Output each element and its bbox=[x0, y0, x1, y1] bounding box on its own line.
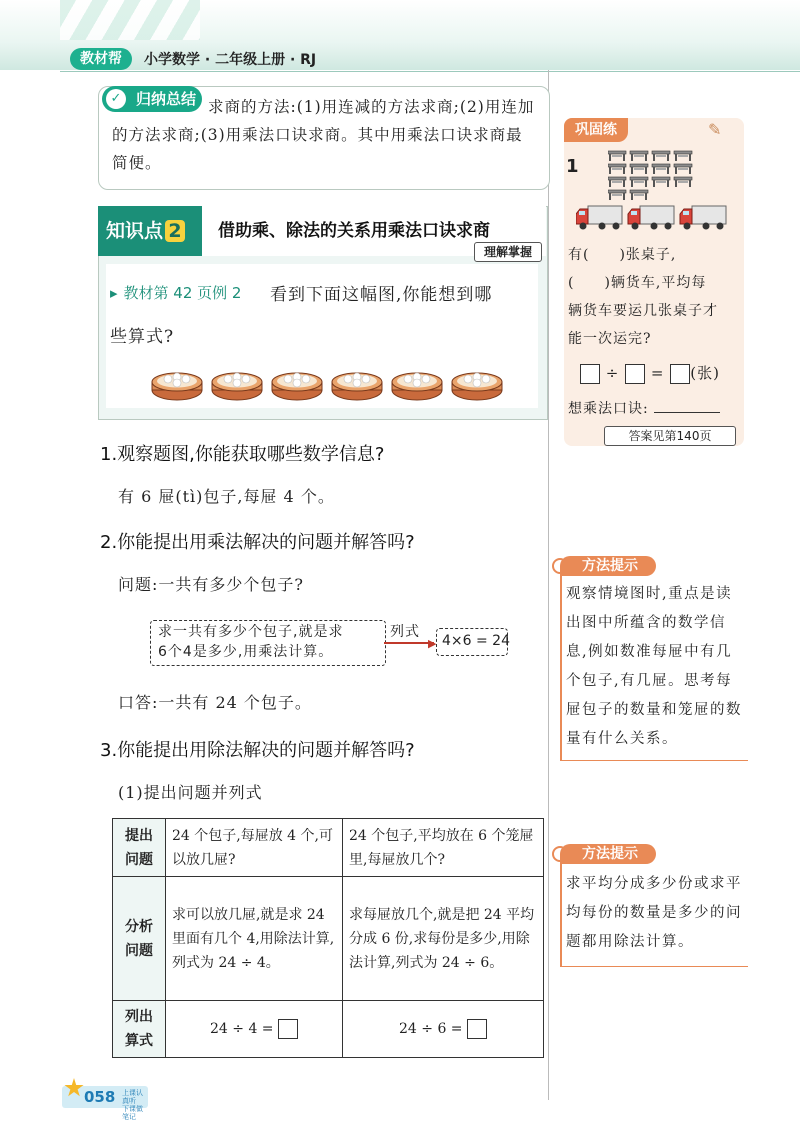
answer-1: 有 6 屉(tì)包子,每屉 4 个。 bbox=[118, 487, 335, 506]
summary-tag-label: 归纳总结 bbox=[135, 90, 196, 108]
desk-icon bbox=[674, 151, 692, 161]
arrow-right-icon: ▶ bbox=[428, 637, 437, 650]
steamer-icon bbox=[150, 366, 204, 402]
textbook-reference: ▸ 教材第 42 页例 2 bbox=[110, 282, 241, 303]
question-3: 3.你能提出用除法解决的问题并解答吗? bbox=[100, 740, 415, 761]
table-cell: 24 个包子,平均放在 6 个笼屉里,每屉放几个? bbox=[343, 819, 544, 877]
reasoning-line2: 6个4是多少,用乘法计算。 bbox=[158, 644, 334, 660]
tip-text: 求平均分成多少份或求平均每份的数量是多少的问题都用除法计算。 bbox=[566, 876, 742, 950]
practice-line4: 能一次运完? bbox=[568, 331, 652, 347]
desk-icon bbox=[674, 177, 692, 187]
question-3-subtitle: (1)提出问题并列式 bbox=[118, 783, 263, 802]
arrow-line bbox=[384, 642, 434, 644]
book-title: 小学数学 · 二年级上册 · RJ bbox=[144, 52, 317, 68]
table-row bbox=[113, 877, 544, 1001]
desk-icon bbox=[608, 190, 626, 200]
answer-2: 口答:一共有 24 个包子。 bbox=[118, 693, 312, 712]
tip-tag: 方法提示 bbox=[560, 556, 656, 576]
practice-number: 1 bbox=[566, 156, 579, 177]
desk-icon bbox=[630, 177, 648, 187]
example-question-line1: 看到下面这幅图,你能想到哪 bbox=[270, 285, 493, 305]
reasoning-line1: 求一共有多少个包子,就是求 bbox=[158, 624, 344, 640]
knowledge-point-tag-label: 知识点 bbox=[106, 220, 164, 242]
row-header: 分析 问题 bbox=[113, 877, 166, 1001]
column-divider bbox=[548, 70, 549, 1100]
answer-blank[interactable] bbox=[670, 364, 690, 384]
practice-equation: ÷ = (张) bbox=[580, 362, 720, 384]
desks-illustration bbox=[608, 150, 704, 206]
steamer-icon bbox=[210, 366, 264, 402]
desk-icon bbox=[630, 164, 648, 174]
pencil-icon: ✎ bbox=[708, 120, 722, 139]
row-header: 提出 问题 bbox=[113, 819, 166, 877]
table-row bbox=[113, 819, 544, 877]
steamer-icon bbox=[390, 366, 444, 402]
analysis-table bbox=[112, 818, 544, 1058]
answer-line[interactable] bbox=[654, 412, 720, 413]
formula-label: 列式 bbox=[390, 624, 420, 640]
table-row bbox=[113, 1001, 544, 1058]
table-cell: 24 ÷ 4 = bbox=[166, 1001, 343, 1058]
question-1: 1.观察题图,你能获取哪些数学信息? bbox=[100, 444, 385, 465]
question-2: 2.你能提出用乘法解决的问题并解答吗? bbox=[100, 532, 415, 553]
desk-icon bbox=[630, 151, 648, 161]
practice-line6: 想乘法口诀: bbox=[568, 401, 649, 417]
knowledge-point-title: 借助乘、除法的关系用乘法口诀求商 bbox=[218, 221, 490, 241]
desk-icon bbox=[608, 164, 626, 174]
header-divider bbox=[60, 71, 800, 72]
truck-icon bbox=[628, 206, 674, 230]
example-question-line2: 些算式? bbox=[110, 327, 175, 347]
desk-icon bbox=[608, 151, 626, 161]
answer-reference: 答案见第140页 bbox=[604, 426, 736, 446]
check-icon: ✓ bbox=[106, 89, 126, 109]
knowledge-point-level-badge: 理解掌握 bbox=[474, 242, 542, 262]
desk-icon bbox=[630, 190, 648, 200]
desk-icon bbox=[674, 164, 692, 174]
question-2-problem: 问题:一共有多少个包子? bbox=[118, 575, 304, 594]
practice-line2: ( )辆货车,平均每 bbox=[568, 275, 707, 291]
answer-blank[interactable] bbox=[467, 1019, 487, 1039]
knowledge-point-tag bbox=[98, 206, 202, 256]
desk-icon bbox=[652, 164, 670, 174]
desk-icon bbox=[652, 177, 670, 187]
row-header: 列出 算式 bbox=[113, 1001, 166, 1058]
brand-label: 教材帮 bbox=[70, 48, 132, 70]
tip-tag: 方法提示 bbox=[560, 844, 656, 864]
trucks-illustration bbox=[576, 204, 736, 232]
truck-icon bbox=[680, 206, 726, 230]
table-cell: 求每屉放几个,就是把 24 平均分成 6 份,求每份是多少,用除法计算,列式为 24 ÷ 6。 bbox=[343, 877, 544, 1001]
steamer-icon bbox=[270, 366, 324, 402]
star-icon bbox=[64, 1078, 84, 1098]
table-cell: 24 ÷ 6 = bbox=[343, 1001, 544, 1058]
table-cell: 求可以放几屉,就是求 24 里面有几个 4,用除法计算,列式为 24 ÷ 4。 bbox=[166, 877, 343, 1001]
desk-icon bbox=[652, 151, 670, 161]
page-number: 058 bbox=[84, 1088, 116, 1106]
summary-text: 求商的方法:(1)用连减的方法求商;(2)用连加的方法求商;(3)用乘法口诀求商。其中用乘法口诀求商最简便。 bbox=[112, 98, 535, 172]
footer-note: 上课认真听 下课做笔记 bbox=[122, 1089, 143, 1121]
answer-blank[interactable] bbox=[625, 364, 645, 384]
knowledge-point-number: 2 bbox=[165, 220, 185, 242]
steamer-icon bbox=[450, 366, 504, 402]
answer-blank[interactable] bbox=[580, 364, 600, 384]
answer-blank[interactable] bbox=[278, 1019, 298, 1039]
header-decoration bbox=[60, 0, 200, 40]
desk-icon bbox=[608, 177, 626, 187]
table-cell: 24 个包子,每屉放 4 个,可以放几屉? bbox=[166, 819, 343, 877]
steamer-icon bbox=[330, 366, 384, 402]
truck-icon bbox=[576, 206, 622, 230]
tip-text: 观察情境图时,重点是读出图中所蕴含的数学信息,例如数准每屉中有几个包子,有几屉。思考每屉包子的数量和笼屉的数量有什么关系。 bbox=[566, 586, 742, 747]
page-number-badge bbox=[62, 1086, 148, 1121]
practice-tag: 巩固练 bbox=[564, 118, 628, 142]
practice-line1: 有( )张桌子, bbox=[568, 247, 677, 263]
formula-text: 4×6 = 24 bbox=[442, 633, 510, 649]
practice-line3: 辆货车要运几张桌子才 bbox=[568, 303, 718, 319]
